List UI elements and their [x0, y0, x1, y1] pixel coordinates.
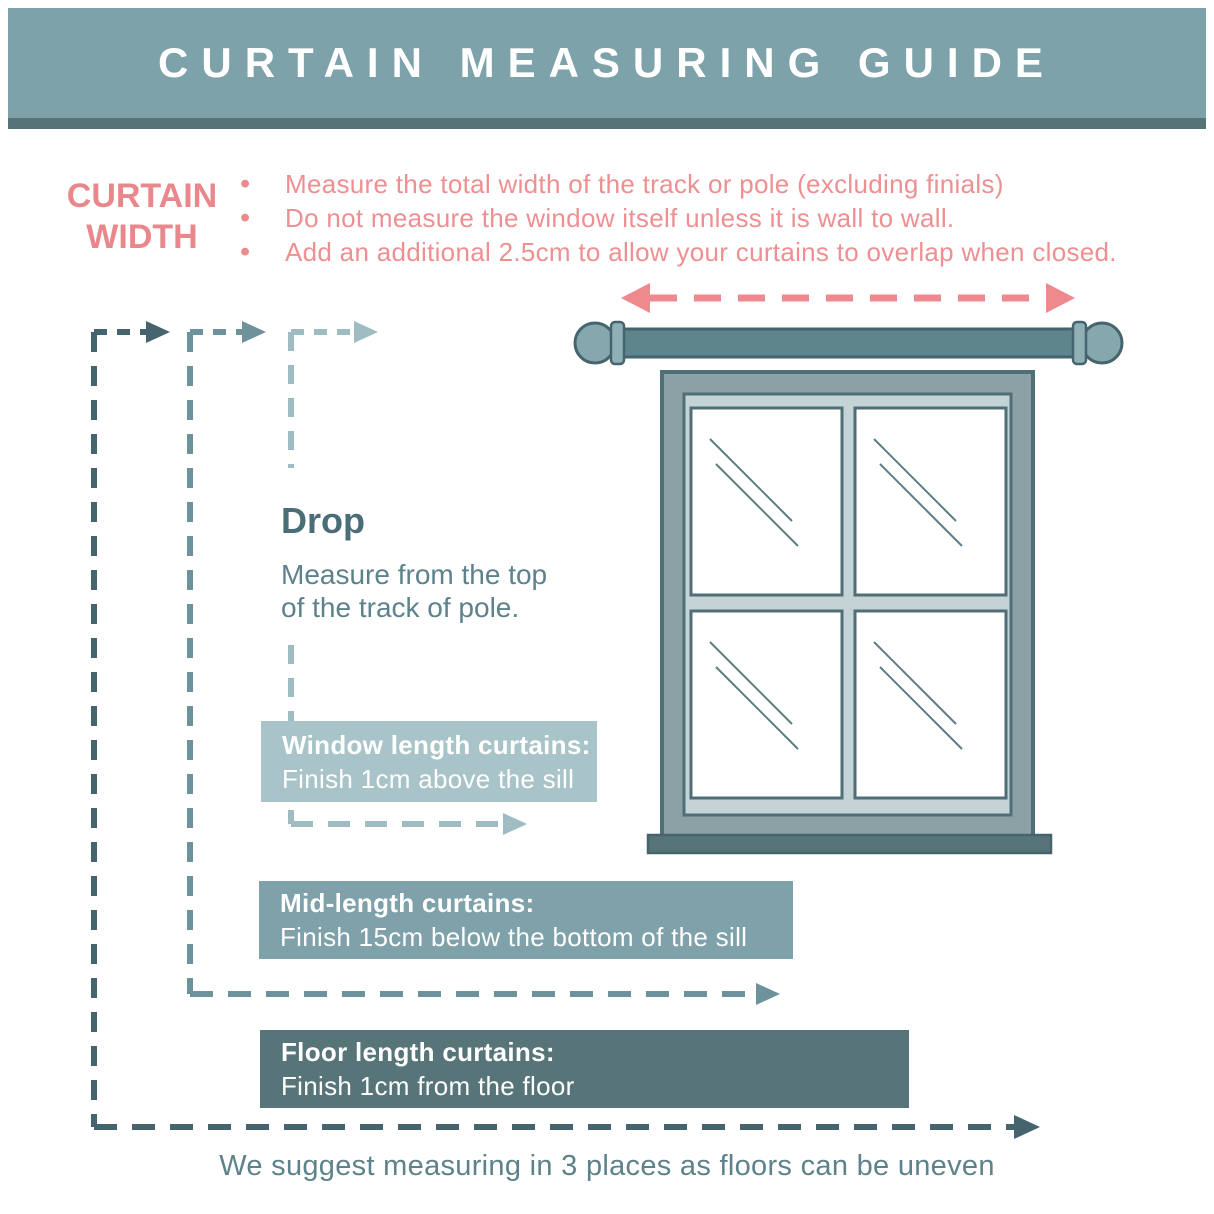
- width-arrow-head-left: [621, 283, 650, 313]
- pole-bar: [622, 329, 1077, 357]
- drop-description-line1: Measure from the top: [281, 559, 548, 590]
- mid-length-label: [259, 881, 793, 959]
- pole-finial-right: [1082, 323, 1122, 363]
- footer-note: We suggest measuring in 3 places as floors can be uneven: [219, 1150, 995, 1182]
- bullet-text: Add an additional 2.5cm to allow your curtains to overlap when closed.: [285, 237, 1117, 267]
- bullet-text: Measure the total width of the track or pole (excluding finials): [285, 169, 1004, 199]
- curtain-width-arrow-icon: [621, 283, 1075, 313]
- window-length-label: [261, 721, 597, 802]
- floor-length-label: [260, 1030, 909, 1108]
- drop-description-line2: of the track of pole.: [281, 592, 520, 623]
- window-length-title: Window length curtains:: [282, 729, 591, 760]
- width-arrow-head-right: [1046, 283, 1075, 313]
- curtain-pole: [575, 322, 1122, 364]
- page-title: CURTAIN MEASURING GUIDE: [158, 39, 1056, 86]
- curtain-width-heading-line1: CURTAIN: [66, 177, 218, 215]
- bullet-text: Do not measure the window itself unless it is wall to wall.: [285, 203, 955, 233]
- window-length-subtitle: Finish 1cm above the sill: [282, 763, 575, 794]
- window-pane: [855, 408, 1006, 595]
- pole-ring-left: [611, 322, 624, 364]
- window-pane: [855, 611, 1006, 798]
- bullet-dot-icon: •: [240, 202, 251, 234]
- pole-finial-left: [575, 323, 615, 363]
- bullet-dot-icon: •: [240, 236, 251, 268]
- mid-length-title: Mid-length curtains:: [280, 888, 535, 918]
- window-illustration: [648, 372, 1051, 853]
- bullet-dot-icon: •: [240, 168, 251, 200]
- drop-heading: Drop: [281, 500, 365, 541]
- pole-ring-right: [1073, 322, 1086, 364]
- floor-length-subtitle: Finish 1cm from the floor: [281, 1071, 575, 1101]
- window-pane: [691, 408, 842, 595]
- floor-length-title: Floor length curtains:: [281, 1037, 555, 1067]
- mid-length-subtitle: Finish 15cm below the bottom of the sill: [280, 922, 748, 952]
- curtain-width-heading-line2: WIDTH: [86, 218, 198, 256]
- window-pane: [691, 611, 842, 798]
- window-sill: [648, 835, 1051, 853]
